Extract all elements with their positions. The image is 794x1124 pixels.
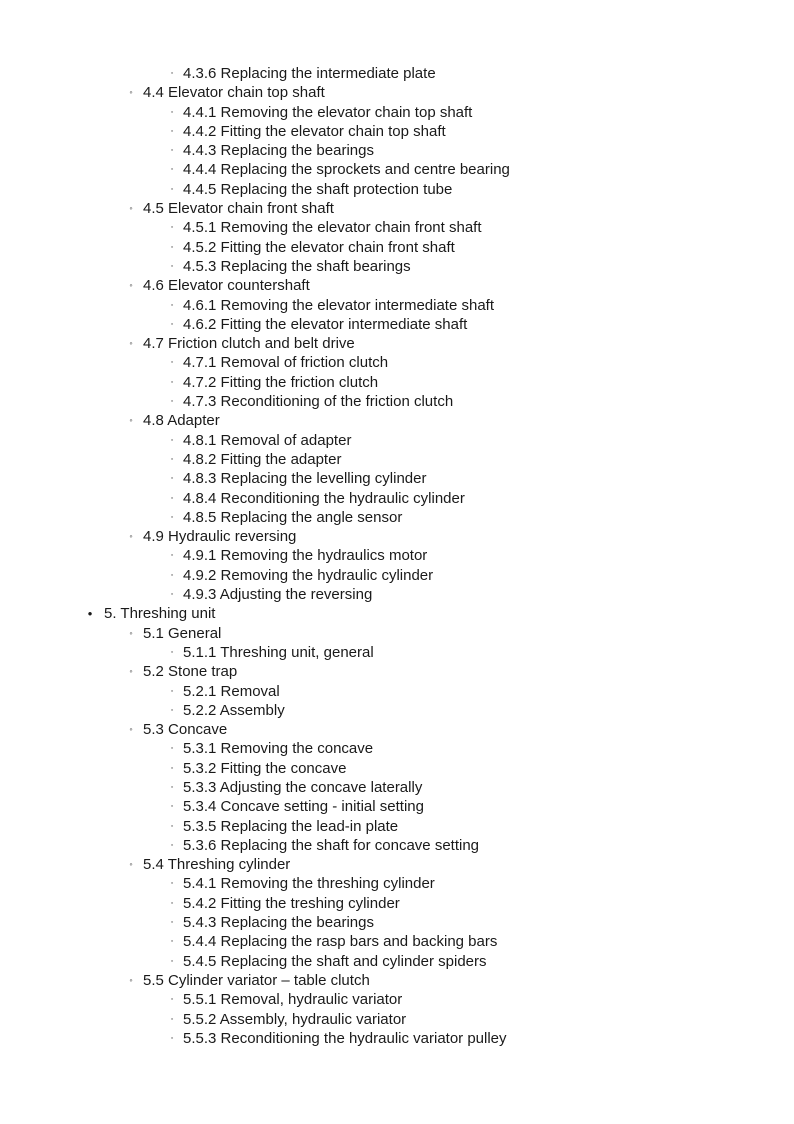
bullet-icon: ▫ [170, 320, 174, 328]
bullet-icon: ◦ [129, 203, 133, 214]
toc-entry-text: 4.5.2 Fitting the elevator chain front shaft [183, 238, 455, 256]
toc-entry-text: 4.6.1 Removing the elevator intermediate shaft [183, 296, 495, 314]
bullet-icon: ◦ [129, 338, 133, 349]
toc-entry-text: 5.5 Cylinder variator – table clutch [143, 971, 370, 989]
toc-entry-text: 5.3.3 Adjusting the concave laterally [183, 778, 423, 796]
toc-subsection [0, 141, 794, 160]
toc-entry-text: 4.9.3 Adjusting the reversing [183, 586, 373, 604]
bullet-icon: ▫ [170, 706, 174, 714]
toc-subsection [0, 894, 794, 913]
toc-entry-text: 4.8.5 Replacing the angle sensor [183, 508, 403, 526]
toc-subsection [0, 238, 794, 257]
bullet-icon: ▫ [170, 783, 174, 791]
bullet-icon: ▫ [170, 513, 174, 521]
bullet-icon: ▫ [170, 648, 174, 656]
bullet-icon: ▫ [170, 687, 174, 695]
toc-subsection [0, 566, 794, 585]
toc-entry-text: 5.3.4 Concave setting - initial setting [183, 798, 424, 816]
bullet-icon: ▫ [170, 899, 174, 907]
bullet-icon: ▫ [170, 262, 174, 270]
toc-entry-text: 5.3.6 Replacing the shaft for concave setting [183, 836, 480, 854]
toc-entry-text: 4.8 Adapter [143, 412, 220, 430]
toc-entry-text: 4.4.1 Removing the elevator chain top shaft [183, 103, 473, 121]
toc-subsection [0, 778, 794, 797]
toc-subsection [0, 257, 794, 276]
bullet-icon: ◦ [129, 531, 133, 542]
toc-entry-text: 4.5 Elevator chain front shaft [143, 200, 334, 218]
toc-subsection [0, 990, 794, 1009]
toc-subsection [0, 450, 794, 469]
bullet-icon: ▫ [170, 957, 174, 965]
bullet-icon: ◦ [129, 974, 133, 985]
bullet-icon: ◦ [129, 415, 133, 426]
toc-entry-text: 4.7.1 Removal of friction clutch [183, 354, 389, 372]
bullet-icon: ▫ [170, 1034, 174, 1042]
toc-subsection [0, 431, 794, 450]
toc-entry-text: 5.5.3 Reconditioning the hydraulic variator pulley [183, 1029, 507, 1047]
bullet-icon: ▫ [170, 1015, 174, 1023]
toc-section [0, 527, 794, 546]
bullet-icon: ▫ [170, 147, 174, 155]
bullet-icon: • [87, 606, 93, 622]
toc-subsection [0, 913, 794, 932]
toc-entry-text: 5. Threshing unit [104, 605, 216, 623]
toc-entry-text: 5.2.1 Removal [183, 682, 280, 700]
toc-entry-text: 5.4.1 Removing the threshing cylinder [183, 875, 435, 893]
bullet-icon: ▫ [170, 552, 174, 560]
bullet-icon: ▫ [170, 436, 174, 444]
toc-entry-text: 4.4.2 Fitting the elevator chain top shaft [183, 122, 446, 140]
toc-subsection [0, 489, 794, 508]
toc-subsection [0, 353, 794, 372]
toc-entry-text: 5.2.2 Assembly [183, 701, 285, 719]
toc-entry-text: 4.7.2 Fitting the friction clutch [183, 373, 379, 391]
toc-section [0, 334, 794, 353]
toc-entry-text: 4.5.1 Removing the elevator chain front shaft [183, 219, 482, 237]
toc-subsection [0, 952, 794, 971]
toc-subsection [0, 296, 794, 315]
toc-section [0, 855, 794, 874]
toc-subsection [0, 546, 794, 565]
bullet-icon: ▫ [170, 494, 174, 502]
bullet-icon: ▫ [170, 301, 174, 309]
toc-entry-text: 4.7.3 Reconditioning of the friction clutch [183, 393, 454, 411]
toc-subsection [0, 218, 794, 237]
bullet-icon: ◦ [129, 724, 133, 735]
toc-subsection [0, 701, 794, 720]
toc-subsection [0, 797, 794, 816]
toc-entry-text: 5.4.2 Fitting the treshing cylinder [183, 894, 400, 912]
toc-entry-text: 4.4.3 Replacing the bearings [183, 142, 374, 160]
toc-entry-text: 4.6 Elevator countershaft [143, 277, 310, 295]
toc-subsection [0, 817, 794, 836]
toc-entry-text: 4.4.5 Replacing the shaft protection tube [183, 180, 453, 198]
toc-subsection [0, 315, 794, 334]
toc-subsection [0, 64, 794, 83]
bullet-icon: ▫ [170, 938, 174, 946]
bullet-icon: ▫ [170, 880, 174, 888]
toc-section [0, 199, 794, 218]
toc-subsection [0, 122, 794, 141]
bullet-icon: ▫ [170, 359, 174, 367]
toc-subsection [0, 759, 794, 778]
toc-entry-text: 5.2 Stone trap [143, 663, 238, 681]
bullet-icon: ▫ [170, 764, 174, 772]
toc-entry-text: 5.4.5 Replacing the shaft and cylinder spiders [183, 952, 487, 970]
toc-entry-text: 5.5.1 Removal, hydraulic variator [183, 991, 403, 1009]
toc-entry-text: 4.8.3 Replacing the levelling cylinder [183, 470, 427, 488]
toc-entry-text: 4.6.2 Fitting the elevator intermediate shaft [183, 315, 468, 333]
bullet-icon: ▫ [170, 243, 174, 251]
toc-entry-text: 4.8.4 Reconditioning the hydraulic cylinder [183, 489, 465, 507]
toc-subsection [0, 682, 794, 701]
bullet-icon: ▫ [170, 822, 174, 830]
toc-entry-text: 4.9 Hydraulic reversing [143, 528, 297, 546]
toc-entry-text: 4.4.4 Replacing the sprockets and centre bearing [183, 161, 510, 179]
toc-entry-text: 5.1.1 Threshing unit, general [183, 643, 374, 661]
bullet-icon: ▫ [170, 398, 174, 406]
bullet-icon: ◦ [129, 859, 133, 870]
bullet-icon: ▫ [170, 591, 174, 599]
bullet-icon: ▫ [170, 803, 174, 811]
toc-chapter [0, 604, 794, 623]
toc-subsection [0, 585, 794, 604]
toc-section [0, 624, 794, 643]
toc-subsection [0, 508, 794, 527]
bullet-icon: ▫ [170, 108, 174, 116]
toc-subsection [0, 932, 794, 951]
toc-entry-text: 5.3 Concave [143, 721, 228, 739]
toc-section [0, 662, 794, 681]
bullet-icon: ▫ [170, 378, 174, 386]
toc-subsection [0, 739, 794, 758]
toc-entry-text: 4.8.1 Removal of adapter [183, 431, 352, 449]
toc-subsection [0, 180, 794, 199]
bullet-icon: ▫ [170, 166, 174, 174]
toc-subsection [0, 469, 794, 488]
toc-entry-text: 5.5.2 Assembly, hydraulic variator [183, 1010, 407, 1028]
toc-entry-text: 5.4 Threshing cylinder [143, 856, 291, 874]
toc-section [0, 971, 794, 990]
toc-entry-text: 4.8.2 Fitting the adapter [183, 450, 342, 468]
toc-entry-text: 5.3.2 Fitting the concave [183, 759, 347, 777]
bullet-icon: ▫ [170, 475, 174, 483]
bullet-icon: ◦ [129, 627, 133, 638]
toc-subsection [0, 1010, 794, 1029]
toc-entry-text: 5.4.3 Replacing the bearings [183, 914, 374, 932]
toc-section [0, 720, 794, 739]
toc-subsection [0, 392, 794, 411]
toc-subsection [0, 103, 794, 122]
toc-subsection [0, 1029, 794, 1048]
toc-entry-text: 4.5.3 Replacing the shaft bearings [183, 257, 411, 275]
bullet-icon: ▫ [170, 841, 174, 849]
bullet-icon: ▫ [170, 127, 174, 135]
toc-entry-text: 4.3.6 Replacing the intermediate plate [183, 65, 436, 82]
toc-section [0, 83, 794, 102]
toc-entry-text: 5.3.1 Removing the concave [183, 740, 374, 758]
toc-subsection [0, 836, 794, 855]
table-of-contents [0, 64, 794, 1048]
toc-entry-text: 4.9.1 Removing the hydraulics motor [183, 547, 428, 565]
toc-subsection [0, 643, 794, 662]
toc-subsection [0, 373, 794, 392]
toc-subsection [0, 874, 794, 893]
bullet-icon: ▫ [170, 745, 174, 753]
toc-subsection [0, 160, 794, 179]
bullet-icon: ◦ [129, 87, 133, 98]
toc-entry-text: 5.1 General [143, 624, 222, 642]
bullet-icon: ◦ [129, 666, 133, 677]
bullet-icon: ▫ [170, 224, 174, 232]
bullet-icon: ▫ [170, 185, 174, 193]
toc-entry-text: 4.4 Elevator chain top shaft [143, 84, 325, 102]
toc-section [0, 276, 794, 295]
toc-section [0, 411, 794, 430]
bullet-icon: ◦ [129, 280, 133, 291]
toc-entry-text: 4.7 Friction clutch and belt drive [143, 335, 355, 353]
bullet-icon: ▫ [170, 919, 174, 927]
toc-entry-text: 5.4.4 Replacing the rasp bars and backing bars [183, 933, 498, 951]
bullet-icon: ▫ [170, 455, 174, 463]
bullet-icon: ▫ [170, 996, 174, 1004]
bullet-icon: ▫ [170, 571, 174, 579]
toc-entry-text: 5.3.5 Replacing the lead-in plate [183, 817, 399, 835]
toc-entry-text: 4.9.2 Removing the hydraulic cylinder [183, 566, 434, 584]
bullet-icon: ▫ [170, 70, 174, 77]
